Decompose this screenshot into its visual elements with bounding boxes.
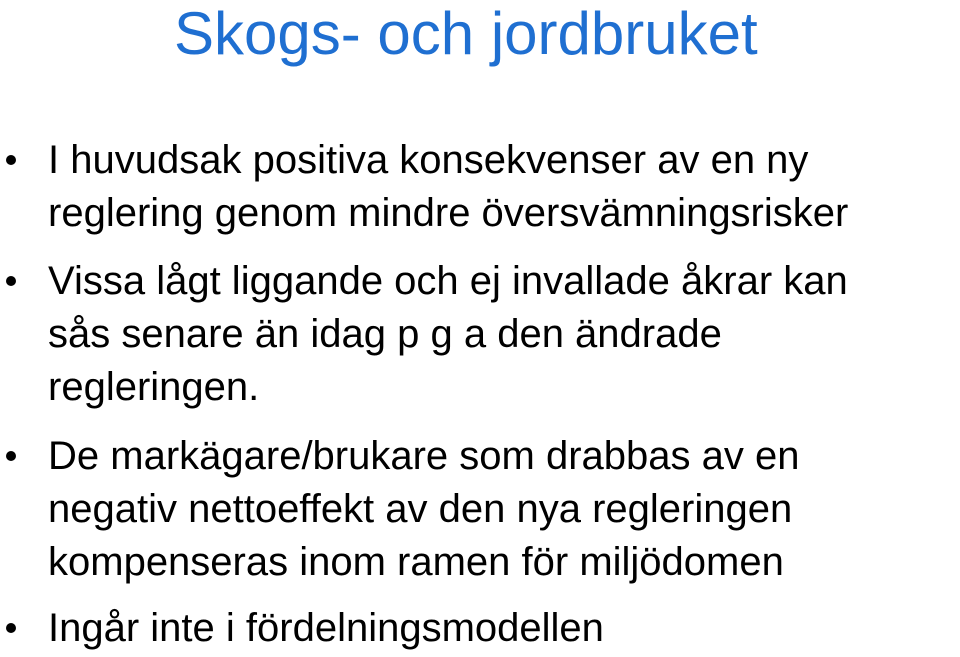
bullet-dot-icon [6,276,16,286]
bullet-text-line: Vissa lågt liggande och ej invallade åkrar kan [48,259,848,303]
bullet-dot-icon [6,623,16,633]
bullet-dot-icon [6,451,16,461]
bullet-text-line: reglering genom mindre översvämningsrisker [48,191,849,235]
bullet-text-line: sås senare än idag p g a den ändrade [48,312,722,356]
bullet-text-line: I huvudsak positiva konsekvenser av en ny [48,138,809,182]
bullet-text-line: kompenseras inom ramen för miljödomen [48,540,784,584]
bullet-text-line: negativ nettoeffekt av den nya regleringen [48,487,793,531]
bullet-text-line: De markägare/brukare som drabbas av en [48,434,800,478]
bullet-dot-icon [6,155,16,165]
bullet-text-line: Ingår inte i fördelningsmodellen [48,606,604,650]
bullet-text-line: regleringen. [48,365,260,409]
slide-title: Skogs- och jordbruket [174,0,758,67]
